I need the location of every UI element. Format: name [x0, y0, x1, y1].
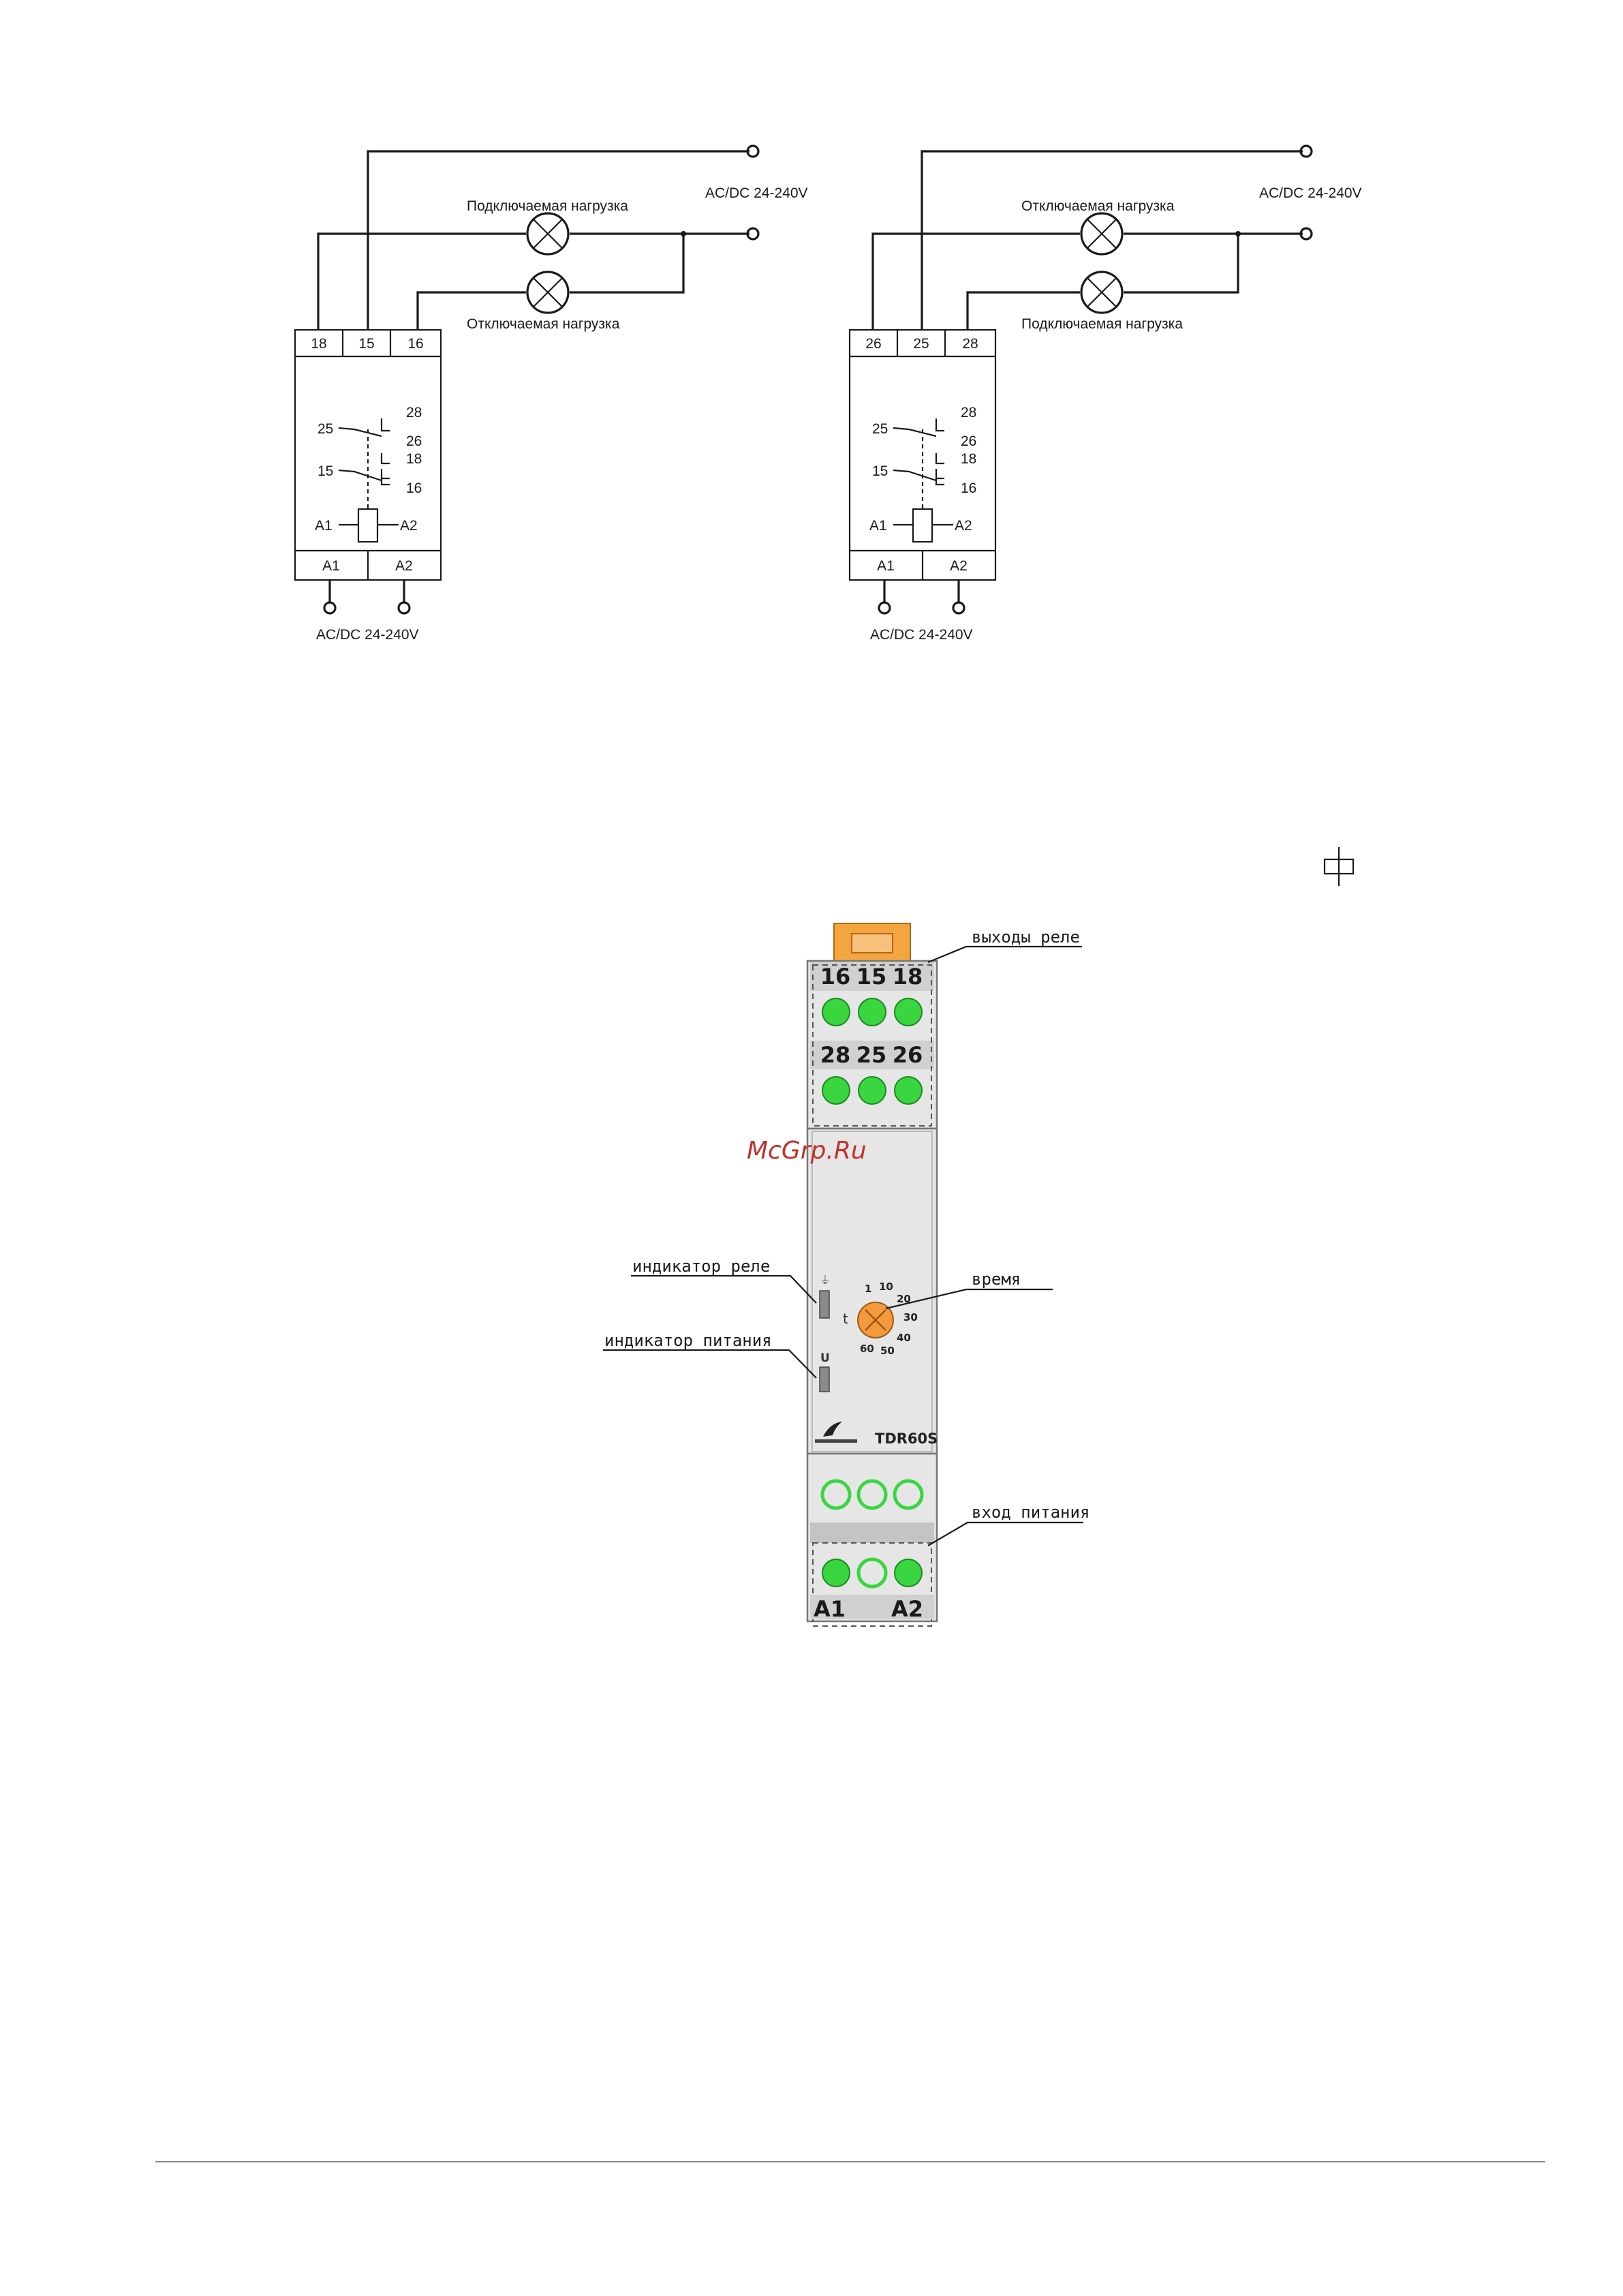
callout-power-indicator: индикатор питания — [604, 1331, 772, 1350]
load-lower-label: Подключаемая нагрузка — [1021, 316, 1183, 332]
terminal-number: 26 — [892, 1042, 923, 1068]
callout-line — [631, 1276, 816, 1303]
contact-label: 15 — [318, 463, 334, 479]
terminal-label: A1 — [877, 558, 895, 574]
contact-label: 18 — [961, 451, 977, 467]
contact-label: 25 — [872, 421, 888, 437]
screw-terminal[interactable] — [822, 998, 850, 1026]
terminal-label: 26 — [865, 336, 882, 352]
screw-terminal[interactable] — [859, 998, 886, 1026]
terminal-label: 25 — [913, 336, 929, 352]
terminal-label-a2: A2 — [891, 1596, 924, 1622]
dial-mark: 60 — [860, 1343, 874, 1355]
terminal-label: 15 — [358, 336, 375, 352]
contact-label: 28 — [406, 405, 422, 420]
coil-label-a1: A1 — [869, 518, 887, 534]
contact-label: 26 — [961, 433, 977, 449]
callout-line — [928, 947, 1082, 962]
contact-label: 28 — [961, 405, 977, 420]
power-led-letter: U — [820, 1351, 830, 1365]
screw-terminal[interactable] — [895, 1077, 922, 1104]
screw-terminal-a1[interactable] — [822, 1559, 850, 1587]
contact-label: 18 — [406, 451, 422, 467]
wiring-diagram-left — [295, 146, 808, 643]
terminal-label: A2 — [950, 558, 968, 574]
coil-symbol — [913, 509, 932, 542]
load-upper-label: Отключаемая нагрузка — [1021, 198, 1175, 214]
load-upper-label: Подключаемая нагрузка — [467, 198, 628, 214]
supply-label-top: AC/DC 24-240V — [705, 185, 808, 201]
terminal-number: 25 — [856, 1042, 887, 1068]
contact-label: 15 — [872, 463, 888, 479]
contact-label: 25 — [318, 421, 334, 437]
terminal-number: 28 — [820, 1042, 851, 1068]
screw-terminal[interactable] — [822, 1077, 850, 1104]
relay-indicator-led — [820, 1291, 829, 1318]
load-upper-wire — [873, 234, 1080, 330]
power-indicator-led — [820, 1367, 829, 1392]
callout-power-input: вход питания — [972, 1503, 1090, 1522]
coil-label-a2: A2 — [955, 518, 972, 534]
callout-relay-outputs: выходы реле — [972, 928, 1080, 947]
load-upper-wire — [318, 234, 526, 330]
relay-coil-icon: ⏚ — [820, 1274, 831, 1287]
junction-dot — [681, 231, 686, 236]
dial-mark: 20 — [897, 1293, 911, 1305]
terminal-label: A1 — [322, 558, 340, 574]
dial-mark: 50 — [880, 1345, 895, 1357]
terminal-number: 18 — [892, 964, 923, 990]
supply-label-bottom: AC/DC 24-240V — [870, 627, 973, 643]
supply-label-top: AC/DC 24-240V — [1259, 185, 1362, 201]
dial-mark: 30 — [903, 1311, 918, 1323]
terminal-label-a1: A1 — [814, 1596, 846, 1622]
coil-symbol-icon — [1325, 847, 1353, 886]
dial-mark: 40 — [897, 1332, 911, 1344]
contact-label: 16 — [406, 480, 422, 496]
coil-label-a1: A1 — [315, 518, 333, 534]
lamp-icon — [1081, 213, 1122, 254]
contact-label: 26 — [406, 433, 422, 449]
brand-logo — [815, 1439, 857, 1443]
callout-line — [928, 1522, 1083, 1546]
terminal-label: A2 — [395, 558, 413, 574]
lamp-icon — [527, 272, 568, 313]
load-lower-return — [570, 234, 683, 292]
terminal-label: 16 — [407, 336, 424, 352]
dial-mark: 1 — [865, 1283, 872, 1295]
terminal-number: 16 — [820, 964, 851, 990]
screw-terminal[interactable] — [859, 1077, 886, 1104]
screw-terminal[interactable] — [895, 998, 922, 1026]
watermark: McGrp.Ru — [747, 1137, 867, 1165]
terminal-label: 28 — [962, 336, 978, 352]
load-lower-label: Отключаемая нагрузка — [467, 316, 620, 332]
supply-label-bottom: AC/DC 24-240V — [316, 627, 419, 643]
callout-time: время — [972, 1270, 1021, 1289]
lamp-icon — [527, 213, 568, 254]
coil-symbol — [358, 509, 377, 542]
screw-terminal-a2[interactable] — [895, 1559, 922, 1587]
knob-letter: t — [843, 1311, 848, 1327]
terminal-number: 15 — [856, 964, 887, 990]
dial-mark: 10 — [879, 1281, 893, 1293]
coil-label-a2: A2 — [400, 518, 418, 534]
callout-line — [603, 1350, 816, 1378]
terminal-label: 18 — [311, 336, 327, 352]
wiring-diagram-right — [850, 146, 1362, 643]
callout-relay-indicator: индикатор реле — [632, 1257, 771, 1276]
device-tdr60s — [603, 923, 1089, 1626]
contact-label: 16 — [961, 480, 977, 496]
lamp-icon — [1081, 272, 1122, 313]
model-name: TDR60S — [875, 1430, 938, 1447]
